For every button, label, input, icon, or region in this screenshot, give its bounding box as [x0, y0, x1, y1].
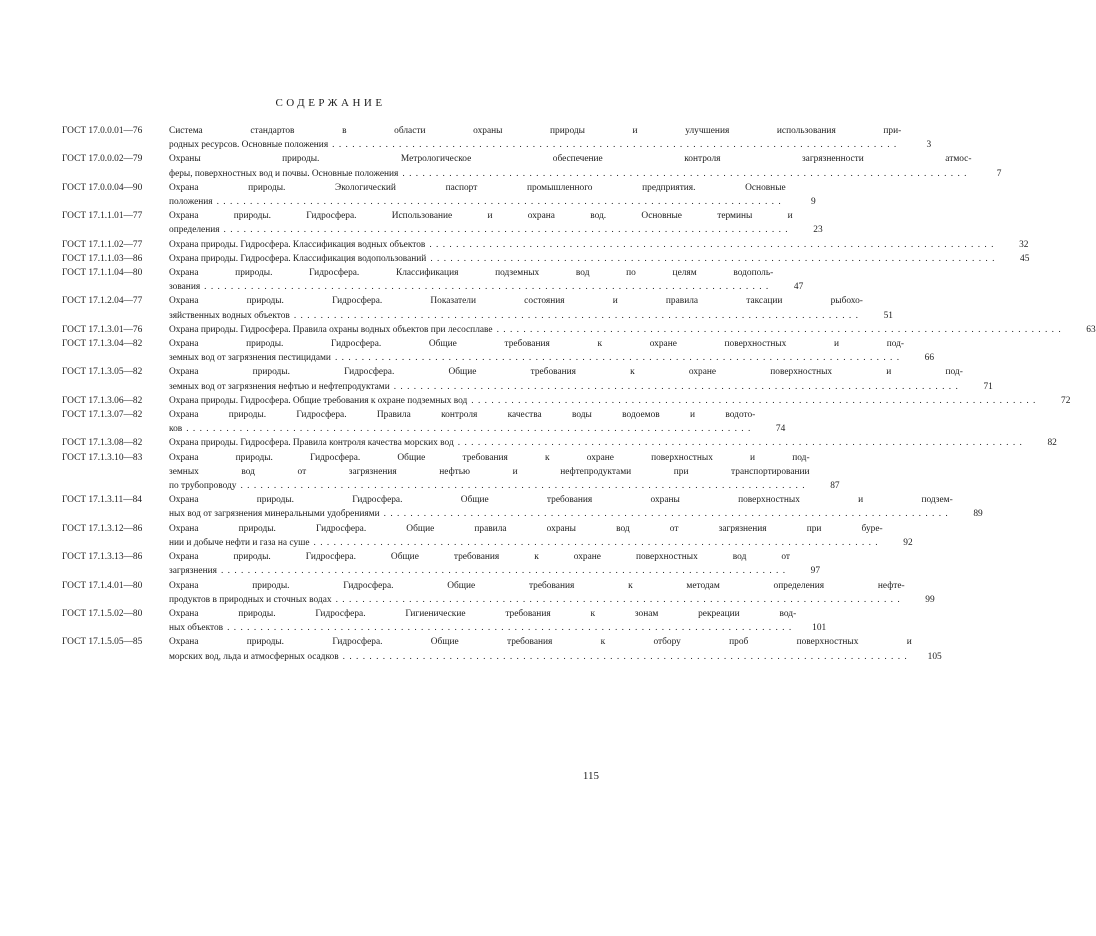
toc-entry: [62, 266, 804, 294]
standard-code: ГОСТ 17.1.3.01—76: [62, 324, 143, 335]
toc-entry: [62, 607, 827, 635]
entry-title-line: Охрана природы. Гидросфера. Классификация водопользований: [169, 253, 427, 264]
page-ref: 97: [810, 566, 821, 577]
entry-title-line: морских вод, льда и атмосферных осадков: [169, 651, 339, 662]
toc-entry: [62, 337, 935, 365]
page-ref: 87: [830, 481, 840, 492]
table-of-contents: [62, 124, 1096, 664]
dot-leader: [186, 422, 751, 436]
dot-leader: [217, 195, 782, 209]
page-ref: 89: [973, 509, 983, 520]
entry-title-line: родных ресурсов. Основные положения: [169, 140, 329, 151]
entry-title-line: положения: [169, 197, 213, 208]
entry-title: [169, 124, 901, 152]
toc-entry: [62, 238, 1029, 252]
dot-leader: [430, 252, 995, 266]
entry-title-line: земных вод от загрязнения нефтью и нефтепродуктами при транспортировании: [169, 466, 810, 477]
entry-title-line: по трубопроводу: [169, 481, 237, 492]
entry-title-line: Охрана природы. Гидросфера. Общие требования к охране поверхностных и под-: [169, 367, 963, 378]
standard-code: ГОСТ 17.1.3.10—83: [62, 452, 143, 463]
toc-entry: [62, 365, 993, 393]
entry-title: [169, 238, 998, 252]
dot-leader: [336, 593, 901, 607]
standard-code: ГОСТ 17.1.3.04—82: [62, 339, 143, 350]
standard-code: ГОСТ 17.1.3.13—86: [62, 552, 143, 563]
standard-code: ГОСТ 17.1.1.01—77: [62, 211, 143, 222]
entry-title: [169, 451, 810, 494]
entry-title: [169, 522, 883, 550]
entry-title-line: феры, поверхностных вод и почвы. Основные положения: [169, 168, 399, 179]
entry-title: [169, 181, 786, 209]
toc-entry: [62, 451, 840, 494]
entry-title-line: Охрана природы. Гидросфера. Использование и охрана вод. Основные термины и: [169, 211, 793, 222]
dot-leader: [314, 536, 879, 550]
standard-code: ГОСТ 17.1.4.01—80: [62, 580, 143, 591]
page-ref: 23: [813, 225, 823, 236]
entry-title-line: Охрана природы. Гидросфера. Общие требования к методам определения нефте-: [169, 580, 905, 591]
dot-leader: [204, 280, 769, 294]
entry-title-line: Охрана природы. Гидросфера. Общие требования охраны поверхностных и подзем-: [169, 495, 953, 506]
toc-entry: [62, 522, 913, 550]
entry-title: [169, 635, 912, 663]
page-ref: 105: [927, 651, 942, 662]
page-ref: 82: [1047, 438, 1057, 449]
entry-title: [169, 493, 953, 521]
page-ref: 63: [1086, 324, 1096, 335]
toc-entry: [62, 181, 816, 209]
standard-code: ГОСТ 17.0.0.01—76: [62, 126, 143, 136]
standard-code: ГОСТ 17.1.3.08—82: [62, 438, 143, 449]
toc-entry: [62, 252, 1030, 266]
entry-title: [169, 266, 773, 294]
entry-title: [169, 607, 796, 635]
entry-title: [169, 550, 790, 578]
standard-code: ГОСТ 17.1.5.02—80: [62, 608, 143, 619]
dot-leader: [224, 223, 789, 237]
page-ref: 47: [793, 282, 804, 293]
page-ref: 101: [812, 623, 827, 634]
standard-code: ГОСТ 17.0.0.04—90: [62, 182, 143, 193]
entry-title-line: ных объектов: [169, 623, 224, 634]
entry-title-line: ных вод от загрязнения минеральными удобрениями: [169, 509, 380, 520]
toc-entry: [62, 124, 932, 152]
entry-title-line: Охрана природы. Гидросфера. Правила контроля качества воды водоемов и водото-: [169, 410, 756, 421]
dot-leader: [294, 309, 859, 323]
entry-title: [169, 394, 1040, 408]
entry-title: [169, 579, 905, 607]
toc-entry: [62, 408, 786, 436]
standard-code: ГОСТ 17.1.3.05—82: [62, 367, 143, 378]
toc-entry: [62, 635, 942, 663]
entry-title-line: Охрана природы. Гидросфера. Гигиенические требования к зонам рекреации вод-: [169, 608, 797, 619]
dot-leader: [343, 650, 908, 664]
dot-leader: [227, 621, 792, 635]
toc-entry: [62, 152, 1002, 180]
standard-code: ГОСТ 17.1.3.12—86: [62, 523, 143, 534]
entry-title-line: Охрана природы. Гидросфера. Общие требования к охране поверхностных и под-: [169, 339, 905, 350]
dot-leader: [429, 238, 994, 252]
entry-title: [169, 337, 904, 365]
entry-title-line: земных вод от загрязнения нефтью и нефтепродуктами: [169, 381, 390, 392]
entry-title: [169, 294, 863, 322]
entry-title-line: загрязнения: [169, 566, 217, 577]
standard-code: ГОСТ 17.1.3.06—82: [62, 395, 143, 406]
entry-title-line: Система стандартов в области охраны природы и улучшения использования при-: [169, 126, 902, 136]
entry-title: [169, 436, 1027, 450]
standard-code: ГОСТ 17.1.1.04—80: [62, 268, 143, 279]
dot-leader: [458, 436, 1023, 450]
standard-code: ГОСТ 17.1.3.07—82: [62, 410, 143, 421]
standard-code: ГОСТ 17.0.0.02—79: [62, 154, 143, 165]
standard-code: ГОСТ 17.1.5.05—85: [62, 637, 143, 648]
dot-leader: [471, 394, 1036, 408]
entry-title-line: Охрана природы. Гидросфера. Общие требования к отбору проб поверхностных и: [169, 637, 912, 648]
entry-title-line: Охрана природы. Гидросфера. Общие правила охраны вод от загрязнения при буре-: [169, 523, 883, 534]
toc-entry: [62, 493, 983, 521]
entry-title-line: Охрана природы. Гидросфера. Классификация подземных вод по целям водополь-: [169, 268, 774, 279]
entry-title: [169, 408, 755, 436]
standard-code: ГОСТ 17.1.1.03—86: [62, 253, 143, 264]
entry-title-line: ков: [169, 424, 183, 435]
page-ref: 32: [1019, 239, 1029, 250]
page-number: 115: [582, 770, 599, 782]
dot-leader: [394, 380, 959, 394]
entry-title-line: Охрана природы. Гидросфера. Правила охраны водных объектов при лесосплаве: [169, 324, 493, 335]
entry-title-line: Охрана природы. Экологический паспорт промышленного предприятия. Основные: [169, 182, 786, 193]
entry-title-line: нии и добыче нефти и газа на суше: [169, 537, 310, 548]
page-ref: 71: [983, 381, 993, 392]
standard-code: ГОСТ 17.1.3.11—84: [62, 495, 142, 506]
entry-title-line: продуктов в природных и сточных водах: [169, 594, 332, 605]
page-ref: 7: [996, 168, 1002, 179]
dot-leader: [335, 351, 900, 365]
page-ref: 66: [924, 353, 935, 364]
dot-leader: [402, 167, 967, 181]
toc-entry: [62, 209, 823, 237]
entry-title-line: зования: [169, 282, 201, 293]
toc-entry: [62, 394, 1071, 408]
entry-title: [169, 152, 971, 180]
page-ref: 99: [925, 594, 935, 605]
page-title: СОДЕРЖАНИЕ: [275, 97, 386, 109]
dot-leader: [221, 564, 786, 578]
dot-leader: [332, 138, 897, 152]
entry-title-line: зяйственных водных объектов: [169, 310, 290, 321]
page-ref: 72: [1061, 395, 1071, 406]
page-ref: 92: [903, 537, 913, 548]
toc-entry: [62, 436, 1057, 450]
standard-code: ГОСТ 17.1.2.04—77: [62, 296, 143, 307]
toc-entry: [62, 323, 1096, 337]
entry-title-line: Охрана природы. Гидросфера. Общие требования к охране поверхностных и под-: [169, 452, 810, 463]
page-ref: 9: [810, 197, 816, 208]
toc-entry: [62, 579, 935, 607]
entry-title-line: Охрана природы. Гидросфера. Общие требования к охране подземных вод: [169, 395, 468, 406]
entry-title: [169, 365, 963, 393]
entry-title-line: Охрана природы. Гидросфера. Показатели состояния и правила таксации рыбохо-: [169, 296, 863, 307]
entry-title-line: Охрана природы. Гидросфера. Классификация водных объектов: [169, 239, 426, 250]
dot-leader: [240, 479, 805, 493]
entry-title: [169, 323, 1066, 337]
entry-title: [169, 252, 999, 266]
entry-title-line: определения: [169, 225, 220, 236]
toc-entry: [62, 294, 893, 322]
page-ref: 74: [775, 424, 786, 435]
page-ref: 3: [926, 140, 932, 151]
entry-title-line: земных вод от загрязнения пестицидами: [169, 353, 331, 364]
dot-leader: [384, 507, 949, 521]
toc-entry: [62, 550, 821, 578]
dot-leader: [497, 323, 1062, 337]
entry-title: [169, 209, 793, 237]
standard-code: ГОСТ 17.1.1.02—77: [62, 239, 143, 250]
page-ref: 45: [1020, 253, 1030, 264]
entry-title-line: Охрана природы. Гидросфера. Общие требования к охране поверхностных вод от: [169, 552, 791, 563]
entry-title-line: Охрана природы. Гидросфера. Правила контроля качества морских вод: [169, 438, 454, 449]
page-ref: 51: [883, 310, 893, 321]
entry-title-line: Охраны природы. Метрологическое обеспечение контроля загрязненности атмос-: [169, 154, 972, 165]
